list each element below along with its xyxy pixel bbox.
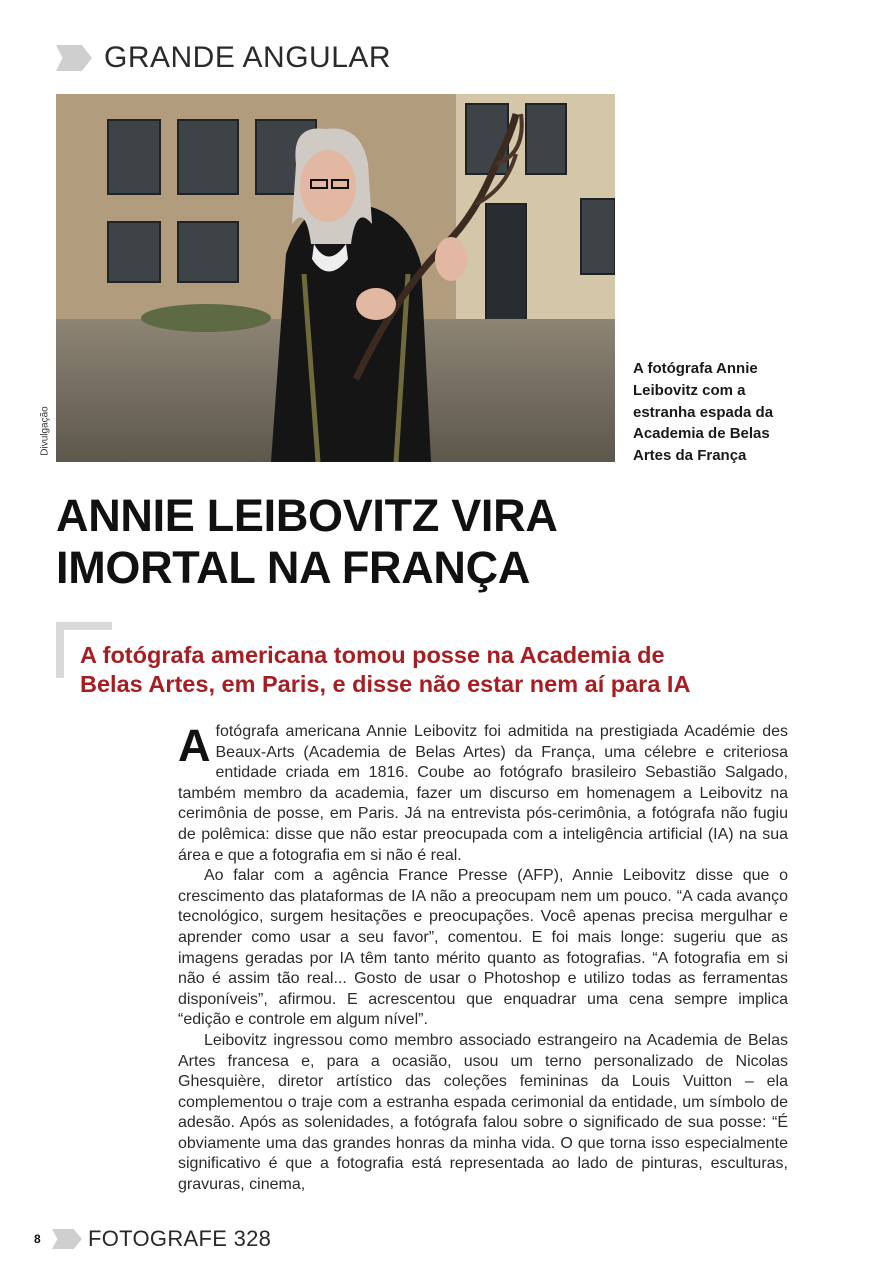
page-footer xyxy=(34,1224,271,1254)
drop-cap: A xyxy=(178,720,211,771)
article-subhead xyxy=(80,641,800,699)
article-body xyxy=(178,722,788,1196)
article-photo xyxy=(56,94,615,462)
headline-line-2: IMORTAL NA FRANÇA xyxy=(56,542,531,593)
chevron-right-icon xyxy=(56,45,92,71)
paragraph-2: Ao falar com a agência France Presse (AFP), Annie Leibovitz disse que o crescimento das plataformas de IA não a preocupam nem um pouco. “A cada avanço tecnológico, surgem hesitações e preocupações. Você apenas precisa mergulhar e aprender como usar a seu favor”, comentou. E foi mais longe: sugeriu que as imagens geradas por IA têm tanto mérito quanto as fotografias. “A fotografia em si não é assim tão real... Gosto de usar o Photoshop e utilizo todas as ferramentas disponíveis”, afirmou. E acrescentou que enquadrar uma cena sempre implica “edição e controle em algum nível”. xyxy=(178,867,788,1029)
section-header xyxy=(56,38,391,78)
paragraph-1 xyxy=(178,722,788,866)
subhead-line-1: A fotógrafa americana tomou posse na Academia de xyxy=(80,642,665,668)
paragraph-3: Leibovitz ingressou como membro associado estrangeiro na Academia de Belas Artes francesa e, para a ocasião, usou um terno personalizado de Nicolas Ghesquière, diretor artístico das coleções femininas da Louis Vuitton – ela complementou o traje com a estranha espada cerimonial da entidade, um símbolo de adesão. Após as solenidades, a fotógrafa falou sobre o significado de sua posse: “É obviamente uma das grandes honras da minha vida. O que torna isso especialmente significativo é que a fotografia está representada ao lado de pinturas, esculturas, gravuras, cinema, xyxy=(178,1031,788,1194)
article-headline xyxy=(56,490,816,594)
photo-caption: A fotógrafa Annie Leibovitz com a estranha espada da Academia de Belas Artes da França xyxy=(633,360,774,465)
subhead-line-2: Belas Artes, em Paris, e disse não estar nem aí para IA xyxy=(80,671,691,697)
paragraph-1-text: fotógrafa americana Annie Leibovitz foi admitida na prestigiada Académie des Beaux-Arts (Academia de Belas Artes) da França, uma célebre e criteriosa entidade criada em 1816. Coube ao fotógrafo brasileiro Sebastião Salgado, também membro da academia, fazer um discurso em homenagem a Leibovitz na cerimônia de posse, em Paris. Já na entrevista pós-cerimônia, a fotógrafa não fugiu de polêmica: disse que não estar preocupada com a inteligência artificial (IA) na sua área e que a fotografia em si não é real. xyxy=(178,723,788,864)
photo-illustration xyxy=(56,94,615,462)
headline-line-1: ANNIE LEIBOVITZ VIRA xyxy=(56,490,558,541)
page-number: 8 xyxy=(34,1232,41,1246)
chevron-right-icon xyxy=(52,1229,82,1249)
section-title: GRANDE ANGULAR xyxy=(104,41,392,74)
magazine-issue: FOTOGRAFE 328 xyxy=(88,1226,272,1251)
photo-credit: Divulgação xyxy=(39,406,51,456)
